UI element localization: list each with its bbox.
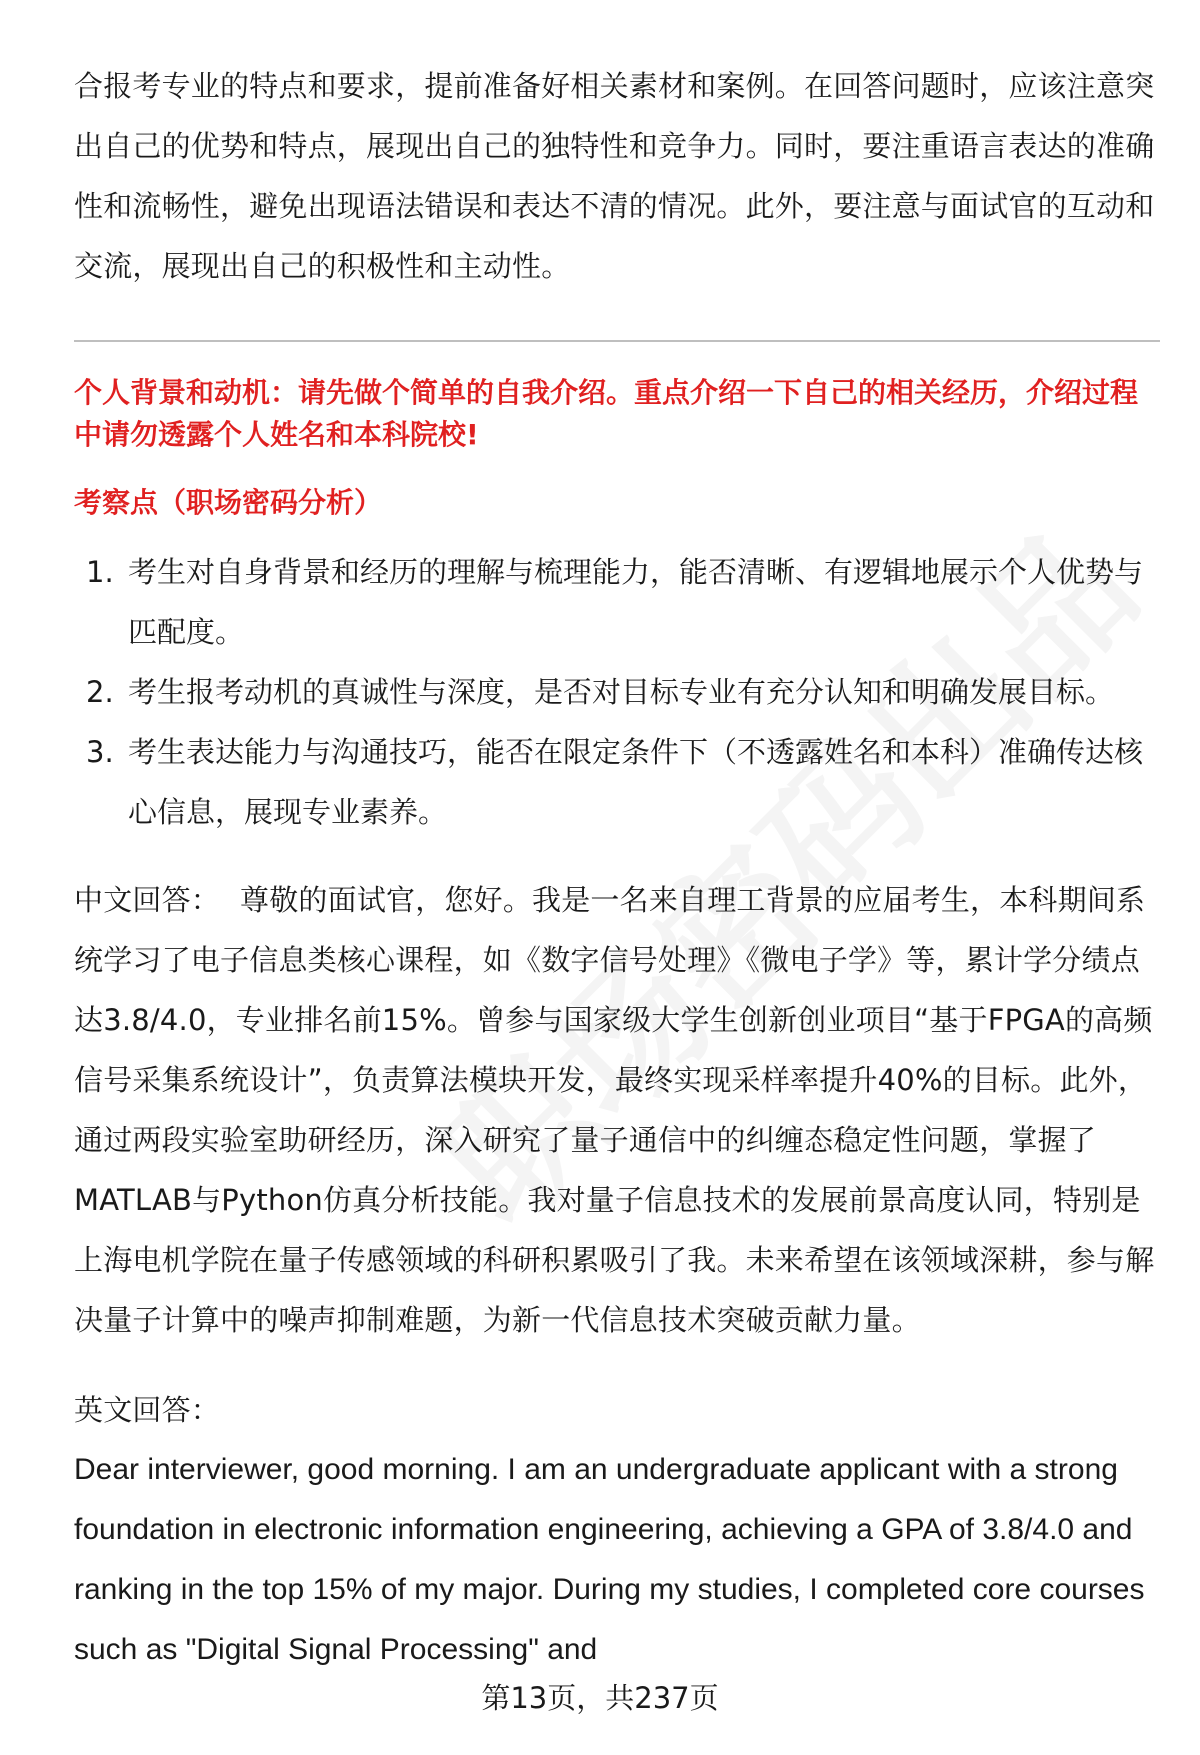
list-item-text: 考生表达能力与沟通技巧，能否在限定条件下（不透露姓名和本科）准确传达核心信息，展现专业素养。 (128, 735, 1144, 829)
list-item (74, 542, 1160, 662)
list-item-number: 3. (86, 735, 114, 769)
chinese-answer-label: 中文回答： (74, 883, 221, 917)
list-item-number: 2. (86, 675, 114, 709)
chinese-answer (74, 870, 1160, 1350)
intro-paragraph: 合报考专业的特点和要求，提前准备好相关素材和案例。在回答问题时，应该注意突出自己的优势和特点，展现出自己的独特性和竞争力。同时，要注重语言表达的准确性和流畅性，避免出现语法错误和表达不清的情况。此外，要注意与面试官的互动和交流，展现出自己的积极性和主动性。 (74, 69, 1155, 283)
assessment-points-list (74, 542, 1160, 842)
list-item-number: 1. (86, 555, 114, 589)
section-divider (74, 340, 1160, 342)
english-answer-label: 英文回答： (74, 1393, 221, 1427)
page-number-footer: 第13页，共237页 (481, 1681, 719, 1715)
chinese-answer-text: 尊敬的面试官，您好。我是一名来自理工背景的应届考生，本科期间系统学习了电子信息类核心课程，如《数字信号处理》《微电子学》等，累计学分绩点达3.8/4.0，专业排名前15%。曾参与国家级大学生创新创业项目“基于FPGA的高频信号采集系统设计”，负责算法模块开发，最终实现采样率提升40%的目标。此外，通过两段实验室助研经历，深入研究了量子通信中的纠缠态稳定性问题，掌握了MATLAB与Python仿真分析技能。我对量子信息技术的发展前景高度认同，特别是上海电机学院在量子传感领域的科研积累吸引了我。未来希望在该领域深耕，参与解决量子计算中的噪声抑制难题，为新一代信息技术突破贡献力量。 (74, 883, 1155, 1337)
list-item-text: 考生报考动机的真诚性与深度，是否对目标专业有充分认知和明确发展目标。 (128, 675, 1115, 709)
question-heading: 个人背景和动机：请先做个简单的自我介绍。重点介绍一下自己的相关经历，介绍过程中请勿透露个人姓名和本科院校! (74, 376, 1139, 451)
list-item (74, 722, 1160, 842)
list-item (74, 662, 1160, 722)
section-title: 考察点（职场密码分析） (74, 486, 383, 519)
document-page (74, 56, 1160, 1680)
english-answer-text: Dear interviewer, good morning. I am an undergraduate applicant with a strong foundation in electronic information engineering, achieving a GPA of 3.8/4.0 and ranking in the top 15% of my major. During my studies, I completed core courses such as "Digital Signal Processing" and (74, 1453, 1145, 1666)
list-item-text: 考生对自身背景和经历的理解与梳理能力，能否清晰、有逻辑地展示个人优势与匹配度。 (128, 555, 1144, 649)
